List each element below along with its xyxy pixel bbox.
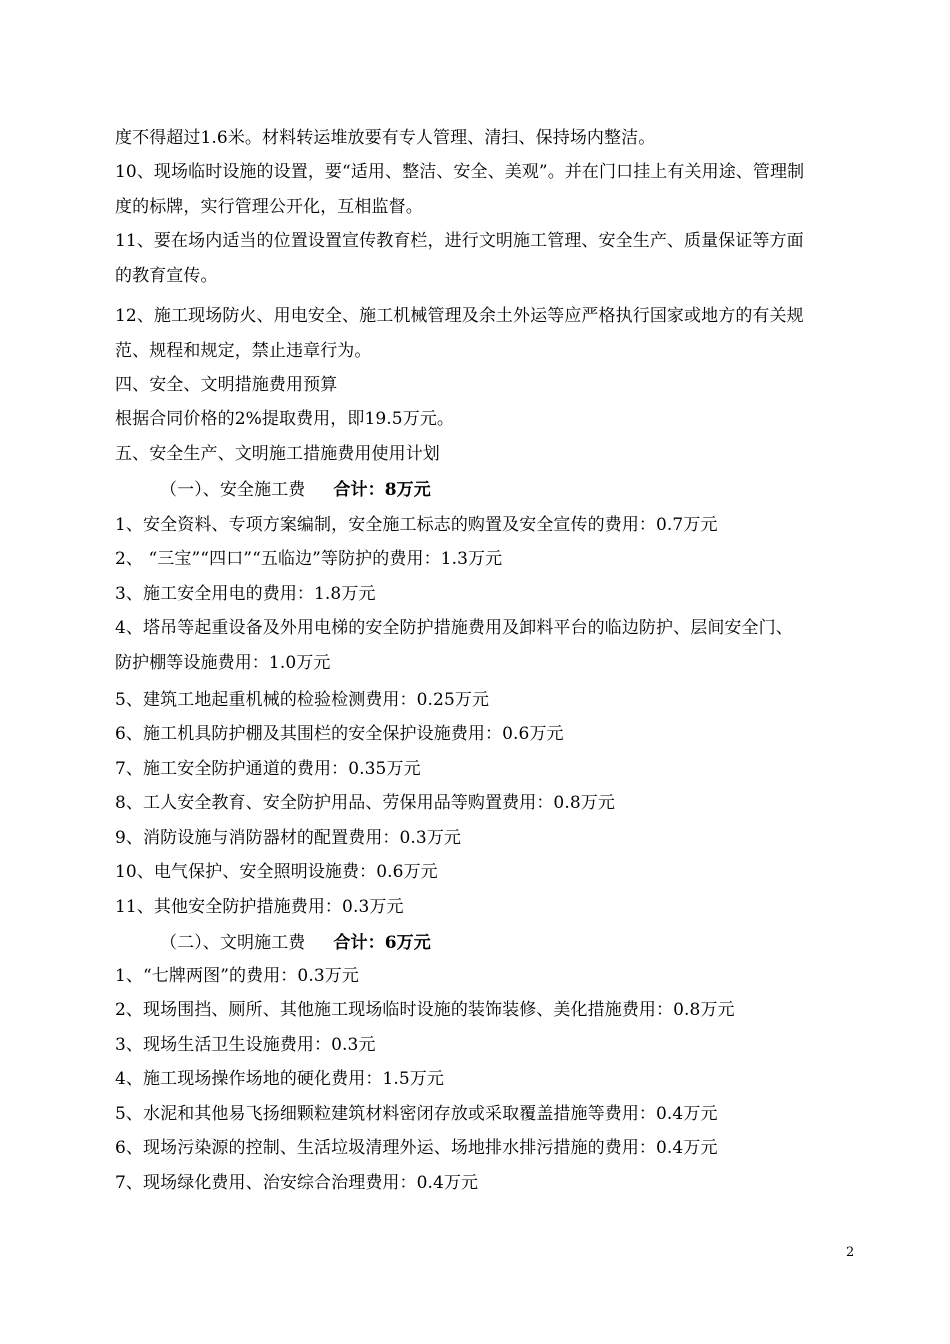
list-item: 2、现场围挡、厕所、其他施工现场临时设施的装饰装修、美化措施费用：0.8万元: [115, 1000, 735, 1020]
list-item: 6、施工机具防护棚及其围栏的安全保护设施费用：0.6万元: [115, 724, 564, 744]
section-heading: 五、安全生产、文明施工措施费用使用计划: [115, 444, 440, 464]
paragraph-line: 12、施工现场防火、用电安全、施工机械管理及余土外运等应严格执行国家或地方的有关规: [115, 306, 804, 326]
paragraph-line: 度不得超过1.6米。材料转运堆放要有专人管理、清扫、保持场内整洁。: [115, 128, 656, 148]
subsection-heading-civilized: [160, 931, 920, 955]
list-item: 8、工人安全教育、安全防护用品、劳保用品等购置费用：0.8万元: [115, 793, 615, 813]
list-item: 11、其他安全防护措施费用：0.3万元: [115, 897, 404, 917]
list-item: 7、施工安全防护通道的费用：0.35万元: [115, 759, 421, 779]
list-item: 2、 “三宝”“四口”“五临边”等防护的费用：1.3万元: [115, 549, 503, 569]
list-item: 4、施工现场操作场地的硬化费用：1.5万元: [115, 1069, 444, 1089]
list-item: 4、塔吊等起重设备及外用电梯的安全防护措施费用及卸料平台的临边防护、层间安全门、: [115, 618, 793, 638]
paragraph-line: 度的标牌，实行管理公开化，互相监督。: [115, 197, 423, 217]
list-item: 3、施工安全用电的费用：1.8万元: [115, 584, 376, 604]
list-item: 9、消防设施与消防器材的配置费用：0.3万元: [115, 828, 462, 848]
list-item: 7、现场绿化费用、治安综合治理费用：0.4万元: [115, 1173, 479, 1193]
list-item: 5、建筑工地起重机械的检验检测费用：0.25万元: [115, 690, 490, 710]
subsection-total: 合计：8万元: [333, 480, 431, 500]
list-item: 1、安全资料、专项方案编制，安全施工标志的购置及安全宣传的费用：0.7万元: [115, 515, 718, 535]
list-item: 5、水泥和其他易飞扬细颗粒建筑材料密闭存放或采取覆盖措施等费用：0.4万元: [115, 1104, 718, 1124]
paragraph-line: 根据合同价格的2%提取费用，即19.5万元。: [115, 409, 455, 429]
list-item: 3、现场生活卫生设施费用：0.3元: [115, 1035, 376, 1055]
subsection-title: （一）、安全施工费: [160, 480, 306, 500]
list-item: 防护棚等设施费用：1.0万元: [115, 653, 331, 673]
list-item: 10、电气保护、安全照明设施费：0.6万元: [115, 862, 438, 882]
subsection-heading-safety: [160, 478, 920, 502]
page-number: 2: [846, 1245, 855, 1260]
paragraph-line: 范、规程和规定，禁止违章行为。: [115, 341, 372, 361]
subsection-total: 合计：6万元: [333, 933, 431, 953]
paragraph-line: 的教育宣传。: [115, 266, 218, 286]
paragraph-line: 11、要在场内适当的位置设置宣传教育栏，进行文明施工管理、安全生产、质量保证等方面: [115, 231, 804, 251]
list-item: 1、“七牌两图”的费用：0.3万元: [115, 966, 359, 986]
section-heading: 四、安全、文明措施费用预算: [115, 375, 338, 395]
subsection-title: （二）、文明施工费: [160, 933, 306, 953]
paragraph-line: 10、现场临时设施的设置，要“适用、整洁、安全、美观”。并在门口挂上有关用途、管理制: [115, 162, 805, 182]
list-item: 6、现场污染源的控制、生活垃圾清理外运、场地排水排污措施的费用：0.4万元: [115, 1138, 718, 1158]
